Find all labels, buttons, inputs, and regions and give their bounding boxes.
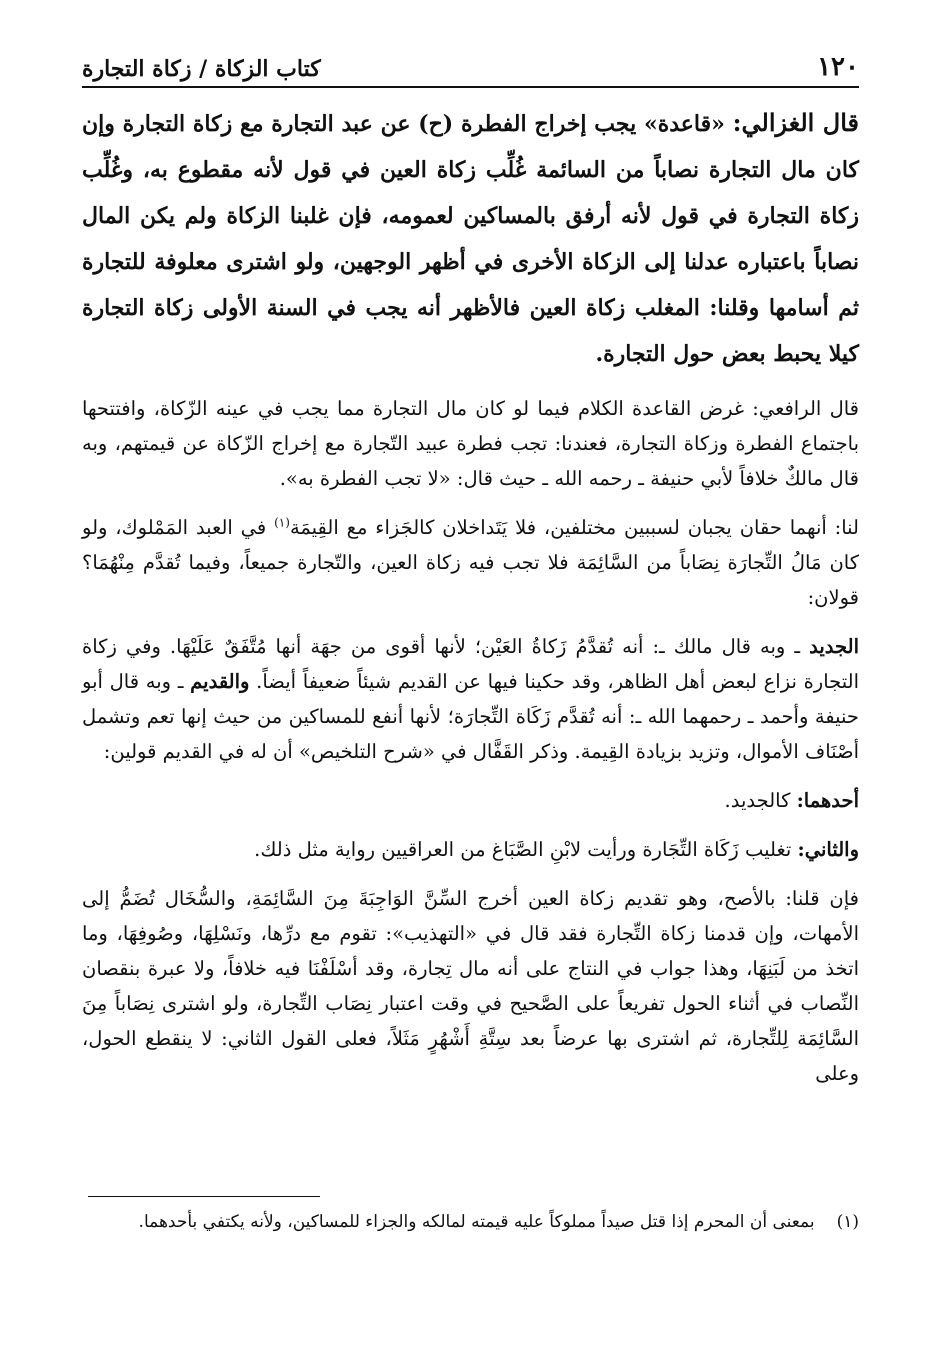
paragraph-lead: قال الغزالي: — [732, 108, 859, 137]
paragraph-ghazali-rule — [82, 100, 859, 377]
paragraph-text: لنا: أنهما حقان يجبان لسببين مختلفين، فلا يَتَداخلان كالجَزاء مع القِيمَة — [289, 516, 859, 539]
footnote-mark: (١) — [836, 1212, 859, 1232]
paragraph-text: فإن قلنا: بالأصح، وهو تقديم زكاة العين أخرج السِّنَّ الوَاجِبَةَ مِنَ السَّائِمَةِ، والسُّخَال تُضَمُّ إلى الأمهات، وإن قدمنا زكاة التِّجارة فقد قال في «التهذيب»: تقوم مع درِّها، ونَسْلِهَا، وصُوفِهَا، وما اتخذ من لَبَنِهَا، وهذا جواب في النتاج على أنه مال تِجارة، وقد أسْلَفْنَا فيه خلافاً، ولا عبرة بنقصان النِّصاب في أثناء الحول تفريعاً على الصَّحيح في وقت اعتبار نِصَاب التِّجارة، ولو اشترى نِصَاباً مِنَ السَّائِمَة لِلتِّجارة، ثم اشترى بها عرضاً بعد سِتَّةِ أَشْهُرٍ مَثَلاً، فعلى القول الثاني: لا ينقطع الحول، وعلى — [82, 887, 859, 1085]
footnote — [82, 1206, 859, 1238]
paragraph-lead: الجديد — [809, 635, 859, 658]
paragraph-rafii — [82, 391, 859, 496]
page-header — [82, 36, 859, 88]
paragraph-lead: والثاني: — [797, 838, 859, 861]
paragraph-text: تغليب زَكَاة التِّجَارة ورأيت لابْنِ الصَّبَاغ من العراقيين رواية مثل ذلك. — [254, 838, 798, 861]
paragraph-asahh — [82, 881, 859, 1091]
paragraph-text: قال الرافعي: غرض القاعدة الكلام فيما لو كان مال التجارة مما يجب في عينه الزّكاة، وافتتحها باجتماع الفطرة وزكاة التجارة، فعندنا: تجب فطرة عبيد التّجارة مع إخراج الزّكاة عن قيمتهم، وبه قال مالكٌ خلافاً لأبي حنيفة ـ رحمه الله ـ حيث قال: «لا تجب الفطرة به». — [82, 397, 859, 490]
paragraph-text: كالجديد. — [724, 789, 797, 812]
footnote-reference[interactable]: (١) — [274, 515, 290, 530]
page-number: ١٢٠ — [817, 52, 859, 82]
paragraph-first-opinion — [82, 783, 859, 818]
running-title: كتاب الزكاة / زكاة التجارة — [82, 56, 321, 82]
paragraph-text-second: ـ وبه قال أبو حنيفة وأحمد ـ رحمهما الله ـ: أنه تُقدَّم زَكَاة التِّجارَة؛ لأنها أنفع للمساكين من حيث إنها تعم وتشمل أصْنَاف الأموال، وتزيد بزيادة القِيمة. وذكر القَفَّال في «شرح التلخيص» أن له في القديم قولين: — [82, 670, 859, 763]
footnote-text: بمعنى أن المحرم إذا قتل صيداً مملوكاً عليه قيمته لمالكه والجزاء للمساكين، ولأنه يكتفي بأحدهما. — [138, 1212, 815, 1232]
page-body — [82, 100, 859, 1105]
paragraph-text: «قاعدة» يجب إخراج الفطرة (ح) عن عبد التجارة مع زكاة التجارة وإن كان مال التجارة نصاباً من السائمة غُلِّب زكاة العين في قول لأنه مقطوع به، وغُلِّب زكاة التجارة في قول لأنه أرفق بالمساكين لعمومه، فإن غلبنا الزكاة ولم يكن المال نصاباً باعتباره عدلنا إلى الزكاة الأخرى في أظهر الوجهين، ولو اشترى معلوفة للتجارة ثم أسامها وقلنا: المغلب زكاة العين فالأظهر أنه يجب في السنة الأولى زكاة التجارة كيلا يحبط بعض حول التجارة. — [82, 111, 860, 367]
paragraph-text: ـ وبه قال مالك ـ: أنه تُقدَّمُ زَكاةُ العَيْن؛ لأنها أقوى من جهَة أنها مُتَّفَقٌ عَلَيْهَا. وفي زكاة التجارة نزاع لبعض أهل الظاهر، وقد حكينا فيها عن القديم شيئاً ضعيفاً أيضاً. — [82, 635, 859, 693]
footnote-separator — [88, 1196, 320, 1197]
paragraph-text-continued: في العبد المَمْلوك، ولو كان مَالُ التِّجارَة نِصَاباً من السَّائِمَة فلا تجب فيه زكاة العين، والتّجارة جميعاً، وفيما تُقدَّم مِنْهُمَا؟ قولان: — [82, 516, 859, 609]
paragraph-lana — [82, 510, 859, 615]
paragraph-lead: أحدهما: — [796, 789, 859, 812]
paragraph-lead-second: والقديم — [190, 670, 250, 693]
paragraph-second-opinion — [82, 832, 859, 867]
paragraph-jadid-qadim — [82, 629, 859, 769]
